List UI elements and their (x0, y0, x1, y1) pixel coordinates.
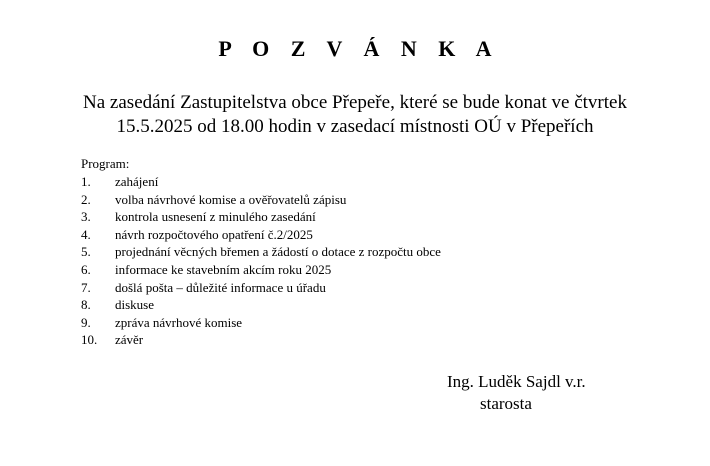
program-item-number: 8. (81, 297, 91, 313)
program-item (81, 261, 441, 279)
program-item (81, 279, 441, 297)
program-item (81, 191, 441, 209)
program-item-number: 10. (81, 332, 98, 348)
program-item-text: informace ke stavebním akcím roku 2025 (115, 261, 332, 277)
program-list (81, 173, 441, 349)
program-item (81, 173, 441, 191)
program-item-text: kontrola usnesení z minulého zasedání (115, 209, 316, 225)
program-item-number: 5. (81, 244, 91, 260)
program-item-number: 7. (81, 279, 91, 295)
program-item (81, 243, 441, 261)
program-item-number: 3. (81, 209, 91, 225)
program-item-text: návrh rozpočtového opatření č.2/2025 (115, 226, 313, 242)
program-item-number: 9. (81, 314, 91, 330)
program-item-text: volba návrhové komise a ověřovatelů zápisu (115, 191, 347, 207)
program-item (81, 296, 441, 314)
program-item-number: 2. (81, 191, 91, 207)
meeting-announcement (0, 91, 710, 139)
program-item-number: 1. (81, 174, 91, 189)
program-item-text: projednání věcných břemen a žádostí o dotace z rozpočtu obce (115, 244, 441, 260)
program-label: Program: (81, 156, 130, 171)
announcement-line-1: Na zasedání Zastupitelstva obce Přepeře, které se bude konat ve čtvrtek (83, 92, 627, 113)
program-item-number: 6. (81, 261, 91, 277)
program-item (81, 208, 441, 226)
program-item-number: 4. (81, 226, 91, 242)
program-item (81, 226, 441, 244)
signature-block (447, 371, 586, 415)
signatory-name: Ing. Luděk Sajdl v.r. (447, 372, 586, 391)
program-item-text: diskuse (115, 297, 154, 313)
program-item (81, 314, 441, 332)
program-item-text: zahájení (115, 174, 159, 189)
signatory-role: starosta (480, 394, 532, 413)
announcement-line-2: 15.5.2025 od 18.00 hodin v zasedací místnosti OÚ v Přepeřích (116, 116, 594, 137)
program-item-text: zpráva návrhové komise (115, 314, 243, 330)
program-item-text: závěr (115, 332, 144, 348)
program-item (81, 331, 441, 349)
document-title: P O Z V Á N K A (218, 36, 500, 61)
program-item-text: došlá pošta – důležité informace u úřadu (115, 279, 326, 295)
